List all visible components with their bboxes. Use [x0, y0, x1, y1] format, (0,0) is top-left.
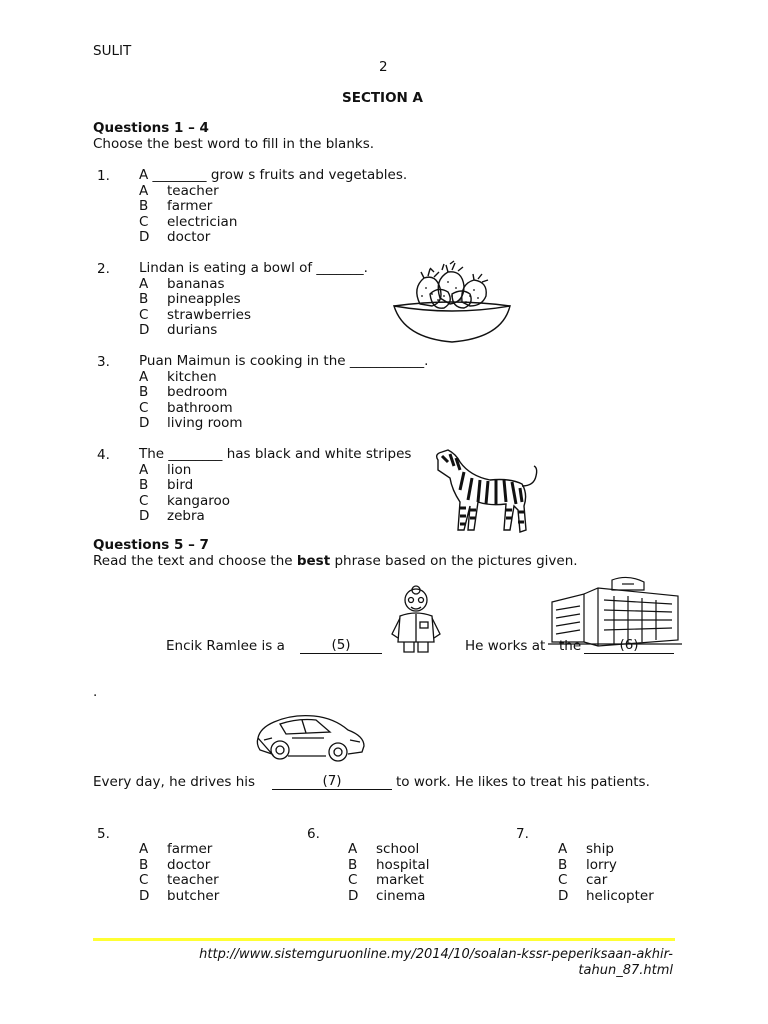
option-row[interactable]: D zebra: [139, 508, 205, 524]
blank-6[interactable]: (6): [584, 638, 674, 654]
footer-url[interactable]: http://www.sistemguruonline.my/2014/10/soalan-kssr-peperiksaan-akhir-tahun_87.html: [199, 947, 673, 978]
answer-options-7: [558, 842, 654, 904]
option-row[interactable]: A lion: [139, 461, 192, 478]
option-row[interactable]: A kitchen: [139, 368, 217, 385]
option-row[interactable]: D doctor: [139, 229, 211, 245]
answer-options-6: [348, 842, 430, 904]
option-row[interactable]: A teacher: [139, 182, 219, 199]
option-row[interactable]: C electrician: [139, 213, 238, 230]
option-row[interactable]: A farmer: [139, 841, 213, 857]
question-number: 4.: [97, 447, 110, 463]
strawberry-bowl-illustration: [390, 258, 514, 352]
question-stem: The ________ has black and white stripes: [139, 446, 412, 462]
stray-dot: .: [93, 684, 98, 700]
answer-number: 6.: [307, 826, 320, 842]
page-number: 2: [379, 59, 388, 75]
sentence-every-day: Every day, he drives his: [93, 774, 256, 790]
doctor-illustration: [386, 584, 446, 658]
question-number: 3.: [97, 354, 110, 370]
option-row[interactable]: B hospital: [348, 856, 430, 873]
section-title: SECTION A: [342, 90, 424, 106]
option-row[interactable]: D helicopter: [558, 887, 654, 904]
option-row[interactable]: C kangaroo: [139, 492, 231, 509]
sentence-encik-ramlee: Encik Ramlee is a: [166, 638, 285, 654]
option-row[interactable]: B bird: [139, 477, 194, 493]
question-2: [139, 261, 368, 339]
option-row[interactable]: C strawberries: [139, 306, 252, 323]
car-illustration: [252, 708, 370, 764]
option-row[interactable]: D cinema: [348, 887, 426, 904]
option-row[interactable]: A bananas: [139, 275, 225, 292]
questions-5-7-instruction: Read the text and choose the best phrase based on the pictures given.: [93, 553, 578, 569]
blank-7[interactable]: (7): [272, 774, 392, 790]
questions-5-7-heading: Questions 5 – 7: [93, 537, 209, 553]
blank-5[interactable]: (5): [300, 638, 382, 654]
option-row[interactable]: C teacher: [139, 872, 219, 888]
option-row[interactable]: B doctor: [139, 856, 211, 873]
question-stem: Puan Maimun is cooking in the ___________.: [139, 353, 429, 369]
question-1: [139, 168, 407, 246]
footer-divider: [93, 938, 675, 941]
answer-number: 5.: [97, 826, 110, 842]
option-row[interactable]: A school: [348, 841, 420, 857]
option-row[interactable]: C bathroom: [139, 399, 233, 416]
question-3: [139, 354, 428, 432]
question-stem: A ________ grow s fruits and vegetables.: [139, 167, 408, 183]
question-stem: Lindan is eating a bowl of _______.: [139, 260, 368, 276]
option-row[interactable]: B pineapples: [139, 291, 241, 307]
option-row[interactable]: A ship: [558, 841, 614, 857]
questions-1-4-instruction: Choose the best word to fill in the blanks.: [93, 136, 375, 152]
option-row[interactable]: C car: [558, 872, 608, 888]
option-row[interactable]: C market: [348, 872, 424, 888]
question-number: 1.: [97, 168, 110, 184]
option-row[interactable]: B farmer: [139, 198, 213, 214]
sentence-to-work: to work. He likes to treat his patients.: [396, 774, 650, 790]
option-row[interactable]: D butcher: [139, 887, 220, 904]
questions-1-4-heading: Questions 1 – 4: [93, 120, 209, 136]
sentence-the: the: [559, 638, 582, 654]
option-row[interactable]: D durians: [139, 322, 218, 338]
zebra-illustration: [430, 446, 542, 540]
sentence-he-works-at: He works at: [465, 638, 546, 654]
question-number: 2.: [97, 261, 110, 277]
option-row[interactable]: D living room: [139, 415, 243, 431]
option-row[interactable]: B lorry: [558, 856, 617, 873]
answer-number: 7.: [516, 826, 529, 842]
hospital-illustration: [548, 574, 684, 648]
question-4: [139, 447, 411, 525]
option-row[interactable]: B bedroom: [139, 384, 228, 400]
confidential-label: SULIT: [93, 43, 132, 59]
answer-options-5: [139, 842, 219, 904]
